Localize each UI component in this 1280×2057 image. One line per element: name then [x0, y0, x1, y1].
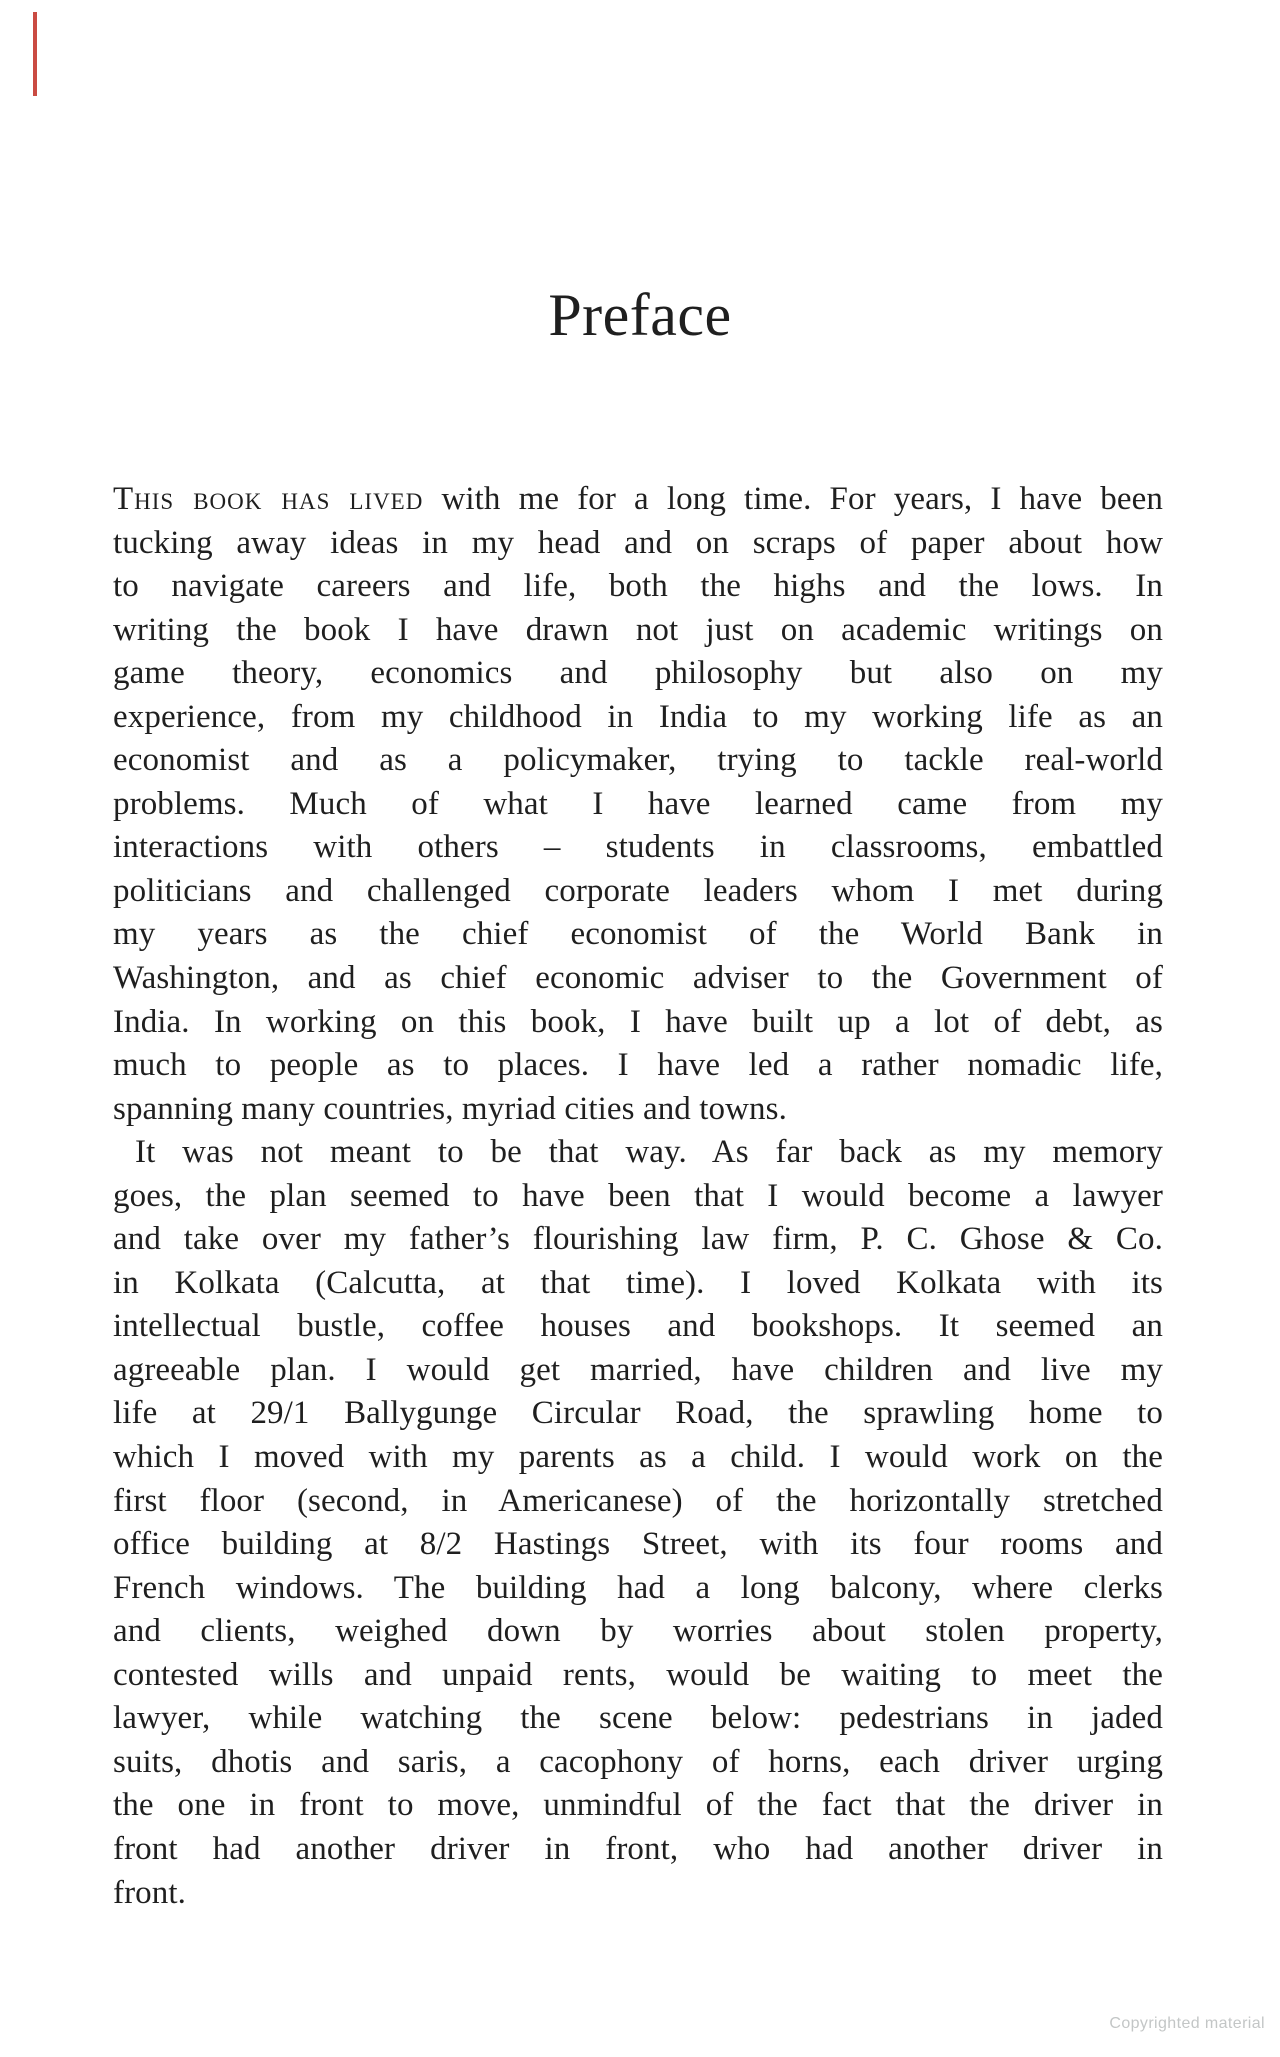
line-text: lawyer, while watching the scene below: pedestrians in jaded	[113, 1700, 1163, 1737]
text-line	[113, 565, 1163, 609]
text-line	[113, 609, 1163, 653]
line-text: contested wills and unpaid rents, would be waiting to meet the	[113, 1656, 1163, 1693]
line-text: It was not meant to be that way. As far back as my memory	[135, 1134, 1163, 1171]
text-line	[113, 1175, 1163, 1219]
scan-artifact-mark	[33, 12, 37, 96]
line-text: in Kolkata (Calcutta, at that time). I loved Kolkata with its	[113, 1264, 1163, 1301]
text-line	[113, 783, 1163, 827]
text-line	[113, 1610, 1163, 1654]
line-text: much to people as to places. I have led a rather nomadic life,	[113, 1047, 1163, 1084]
line-text: French windows. The building had a long balcony, where clerks	[113, 1569, 1163, 1606]
line-text: Washington, and as chief economic adviser to the Government of	[113, 960, 1163, 997]
line-text: which I moved with my parents as a child. I would work on the	[113, 1439, 1163, 1476]
line-text: suits, dhotis and saris, a cacophony of horns, each driver urging	[113, 1743, 1163, 1780]
text-line	[113, 1392, 1163, 1436]
text-line	[113, 1741, 1163, 1785]
line-text: and clients, weighed down by worries about stolen property,	[113, 1613, 1163, 1650]
text-line	[113, 1436, 1163, 1480]
text-line	[113, 696, 1163, 740]
line-text: front had another driver in front, who had another driver in	[113, 1830, 1163, 1867]
line-text: agreeable plan. I would get married, have children and live my	[113, 1351, 1163, 1388]
text-line	[113, 1349, 1163, 1393]
line-text: intellectual bustle, coffee houses and bookshops. It seemed an	[113, 1308, 1163, 1345]
line-text: the one in front to move, unmindful of the fact that the driver in	[113, 1787, 1163, 1824]
text-line	[113, 1262, 1163, 1306]
line-text: interactions with others – students in classrooms, embattled	[113, 829, 1163, 866]
line-text: writing the book I have drawn not just on academic writings on	[113, 611, 1163, 648]
line-text: politicians and challenged corporate leaders whom I met during	[113, 872, 1163, 909]
line-text: problems. Much of what I have learned came from my	[113, 785, 1163, 822]
text-line	[113, 1828, 1163, 1872]
text-line	[113, 1088, 1163, 1132]
text-line	[113, 1305, 1163, 1349]
text-line	[113, 957, 1163, 1001]
line-text: my years as the chief economist of the World Bank in	[113, 916, 1163, 953]
text-line	[113, 1567, 1163, 1611]
text-line	[113, 1654, 1163, 1698]
line-text: with me for a long time. For years, I have been	[441, 481, 1163, 517]
text-line	[113, 1872, 1163, 1916]
text-line	[113, 1523, 1163, 1567]
chapter-title: Preface	[548, 282, 732, 348]
line-text: life at 29/1 Ballygunge Circular Road, the sprawling home to	[113, 1395, 1163, 1432]
text-line	[113, 1480, 1163, 1524]
line-text: and take over my father’s flourishing law firm, P. C. Ghose & Co.	[113, 1221, 1163, 1258]
line-text: office building at 8/2 Hastings Street, with its four rooms and	[113, 1526, 1163, 1563]
copyright-watermark: Copyrighted material	[1109, 2015, 1265, 2032]
line-text: goes, the plan seemed to have been that I would become a lawyer	[113, 1177, 1163, 1214]
text-line	[113, 870, 1163, 914]
text-line	[113, 1218, 1163, 1262]
line-text: economist and as a policymaker, trying to tackle real-world	[113, 742, 1163, 779]
text-line	[113, 522, 1163, 566]
text-line	[113, 478, 1163, 522]
text-line	[113, 1784, 1163, 1828]
text-line	[113, 1001, 1163, 1045]
text-line	[113, 1044, 1163, 1088]
line-text: spanning many countries, myriad cities and towns.	[113, 1090, 787, 1127]
body-text	[113, 478, 1163, 1915]
smallcaps-lead: This book has lived	[113, 481, 424, 517]
line-text: tucking away ideas in my head and on scraps of paper about how	[113, 524, 1163, 561]
line-text: India. In working on this book, I have built up a lot of debt, as	[113, 1003, 1163, 1040]
line-text: to navigate careers and life, both the highs and the lows. In	[113, 568, 1163, 605]
text-line	[113, 1697, 1163, 1741]
text-line	[113, 1131, 1163, 1175]
text-line	[113, 739, 1163, 783]
line-text: front.	[113, 1874, 186, 1911]
text-line	[113, 913, 1163, 957]
text-line	[113, 652, 1163, 696]
line-text: game theory, economics and philosophy but also on my	[113, 655, 1163, 692]
line-text: first floor (second, in Americanese) of the horizontally stretched	[113, 1482, 1163, 1519]
text-line	[113, 826, 1163, 870]
line-text: experience, from my childhood in India to my working life as an	[113, 698, 1163, 735]
